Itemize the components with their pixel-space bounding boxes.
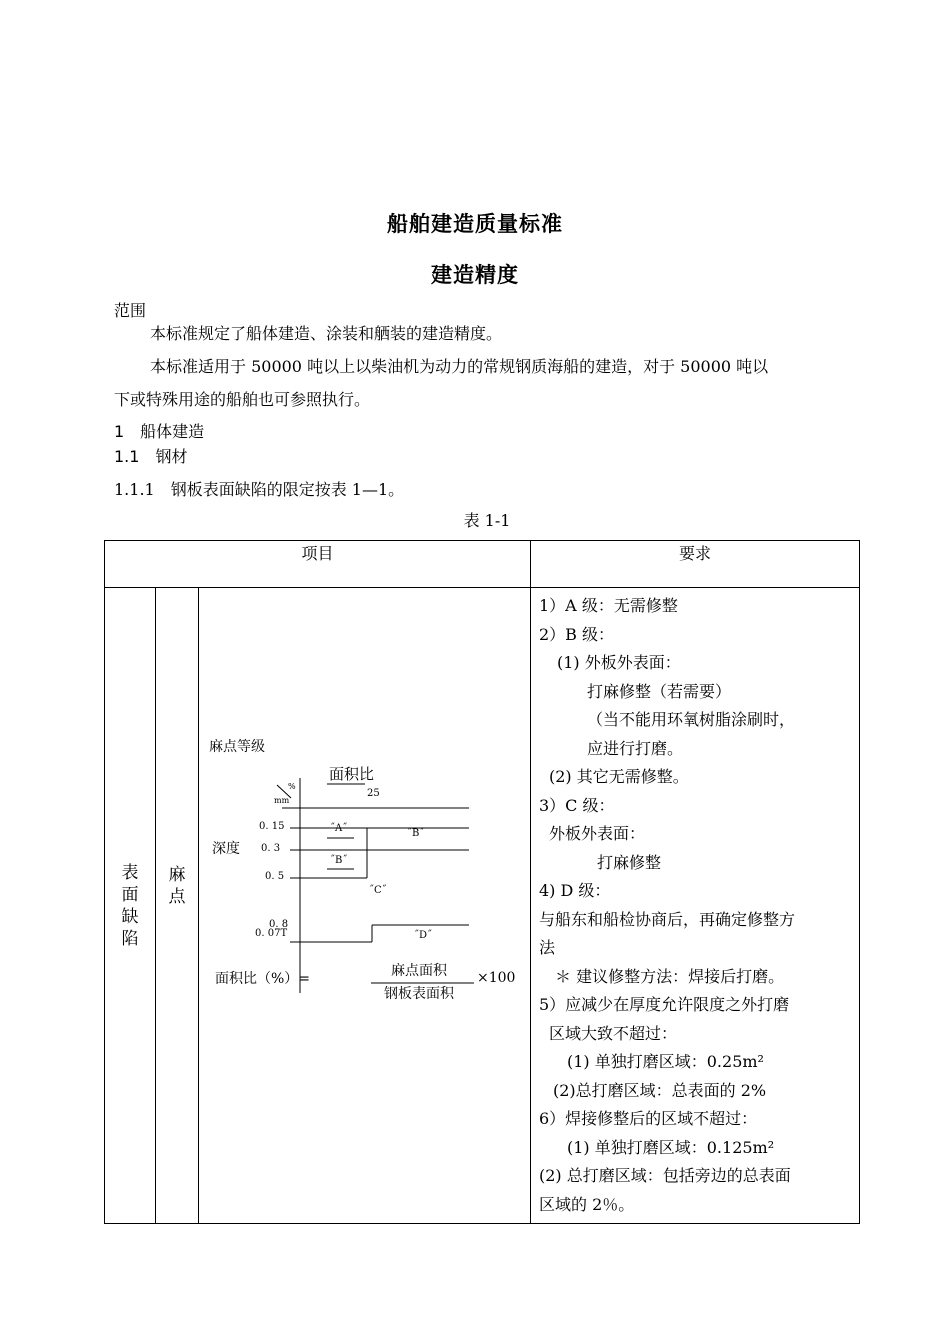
- depth-tick-label: 0. 3: [261, 843, 281, 854]
- requirement-line: (1) 外板外表面：: [557, 653, 681, 672]
- category-cell: [105, 588, 156, 1224]
- category-char: 缺: [121, 906, 139, 927]
- document-title: 船舶建造质量标准: [387, 212, 563, 236]
- scope-heading: 范围: [114, 301, 147, 320]
- scope-paragraph-2-line-2: 下或特殊用途的船舶也可参照执行。: [114, 390, 371, 409]
- depth-tick-label: 0. 07T: [255, 928, 288, 939]
- depth-tick-label: 0. 8: [269, 919, 289, 930]
- formula-numerator: 麻点面积: [391, 963, 447, 979]
- section-1-1-heading: 1.1 钢材: [114, 447, 188, 466]
- category-char: 陷: [121, 928, 139, 949]
- grade-b-lower-label: ˝B˝: [330, 855, 348, 866]
- section-1-1-1-text: 1.1.1 钢板表面缺陷的限定按表 1—1。: [114, 480, 405, 499]
- pitting-row: [105, 588, 860, 1224]
- requirement-line: (2) 总打磨区域：包括旁边的总表面: [539, 1166, 791, 1185]
- mm-unit: mm: [274, 796, 290, 805]
- depth-tick-label: 0. 15: [259, 821, 285, 832]
- requirement-line: 外板外表面：: [549, 824, 646, 843]
- requirement-line: 应进行打磨。: [587, 738, 684, 758]
- subcategory-char: 麻: [168, 864, 186, 885]
- scope-paragraph-2-line-1: 本标准适用于 50000 吨以上以柴油机为动力的常规钢质海船的建造，对于 50000 吨以: [150, 357, 769, 376]
- requirement-line: 区域大致不超过：: [549, 1023, 678, 1043]
- requirement-line: (1) 单独打磨区域：0.25m²: [567, 1052, 764, 1071]
- document-subtitle: 建造精度: [431, 263, 519, 287]
- section-1-heading: 1 船体建造: [114, 422, 205, 441]
- requirement-line: 与船东和船检协商后，再确定修整方: [539, 909, 796, 929]
- requirement-line: 2）B 级：: [539, 624, 615, 644]
- requirement-line: 打麻修整: [597, 852, 662, 872]
- diagram-cell: [199, 588, 531, 1224]
- formula-multiplier: ×100: [477, 970, 516, 986]
- table-header-row: [105, 541, 860, 588]
- area-value-25: 25: [367, 788, 380, 799]
- requirement-line: 6）焊接修整后的区域不超过：: [539, 1109, 758, 1128]
- grade-b-upper-label: ˝B˝: [407, 828, 425, 839]
- requirement-line: （当不能用环氧树脂涂刷时，: [587, 710, 796, 729]
- defect-limit-table: [104, 540, 860, 1224]
- requirement-line: 5）应减少在厚度允许限度之外打磨: [539, 995, 790, 1014]
- requirement-line: (1) 单独打磨区域：0.125m²: [567, 1137, 775, 1157]
- depth-tick-label: 0. 5: [265, 871, 285, 882]
- grade-a-label: ˝A˝: [330, 823, 348, 834]
- subcategory-cell: [156, 588, 199, 1224]
- diagram-title: 麻点等级: [209, 739, 265, 755]
- grade-d-label: ˝D˝: [414, 930, 433, 941]
- requirement-line: 4) D 级：: [539, 881, 611, 900]
- formula-left: 面积比（%）=: [215, 971, 311, 987]
- requirement-line: 区域的 2％。: [539, 1194, 635, 1214]
- subcategory-char: 点: [168, 886, 186, 907]
- requirement-line: 3）C 级：: [539, 795, 615, 815]
- grade-c-label: ˝C˝: [369, 885, 387, 896]
- requirement-line: (2) 其它无需修整。: [549, 767, 689, 786]
- pitting-grade-diagram: [199, 588, 529, 1218]
- depth-label: 深度: [212, 841, 240, 857]
- pitting-grade-chart: [199, 588, 529, 1218]
- percent-sign: %: [288, 782, 296, 791]
- requirement-line: 1）A 级：无需修整: [539, 596, 678, 615]
- requirements-cell: [531, 588, 860, 1224]
- requirement-line: (2)总打磨区域：总表面的 2%: [553, 1080, 767, 1100]
- formula-denominator: 钢板表面积: [384, 986, 454, 1002]
- category-char: 面: [121, 884, 139, 905]
- area-ratio-label: 面积比: [329, 765, 375, 783]
- requirement-line: 打麻修整（若需要）: [587, 681, 732, 701]
- requirement-line: 法: [539, 938, 556, 957]
- header-item-cell: 项目: [105, 541, 531, 588]
- header-requirement-cell: 要求: [531, 541, 860, 588]
- requirement-line: ＊ 建议修整方法：焊接后打磨。: [555, 966, 785, 986]
- scope-paragraph-1: 本标准规定了船体建造、涂装和舾装的建造精度。: [150, 324, 503, 343]
- category-char: 表: [121, 862, 139, 883]
- table-caption: 表 1-1: [463, 511, 511, 530]
